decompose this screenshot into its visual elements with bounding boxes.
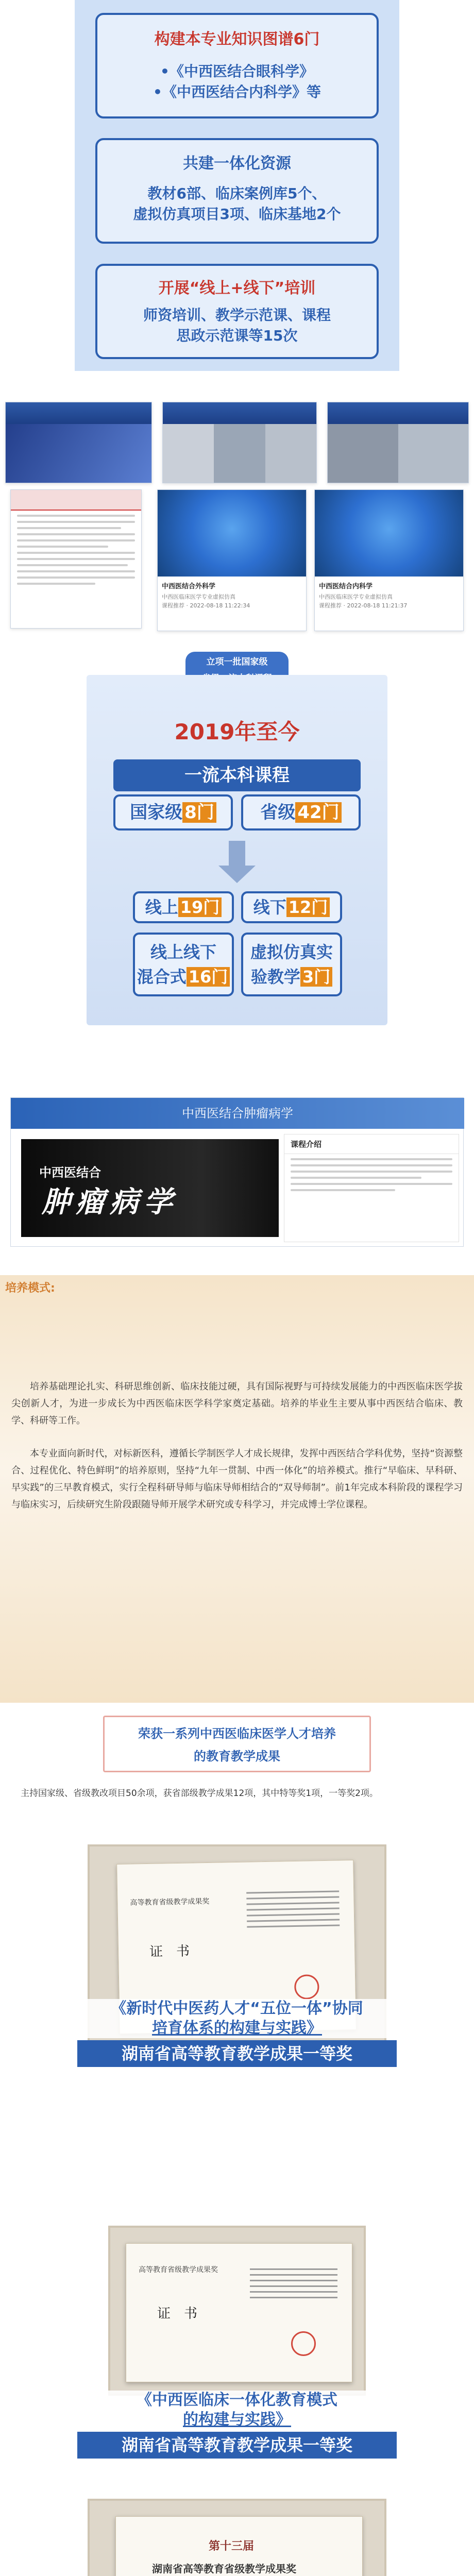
course-card-title: 中西医结合内科学: [319, 583, 373, 590]
training-box: [95, 264, 379, 359]
arrow-head-icon: [218, 866, 256, 883]
courses-year-title: 2019年至今: [174, 719, 300, 744]
certificate-photo: [108, 2226, 366, 2396]
resources-box: [95, 138, 379, 244]
course-video[interactable]: [21, 1139, 279, 1237]
achievement-caption: 《中西医临床一体化教育模式 的构建与实践》: [77, 2391, 397, 2430]
training-paragraph: 培养基础理论扎实、科研思维创新、临床技能过硬，具有国际视野与可持续发展能力的中西医临床医学拔尖创新人才，为进一步成长为中西医临床医学科学家奠定基础。培养的毕业生主要从事中西医结合临床、教学、科研等工作。: [11, 1381, 463, 1426]
resources-line: 教材6部、临床案例库5个、: [147, 185, 327, 202]
course-card-title: 中西医结合外科学: [162, 583, 216, 590]
course-card-image: [315, 490, 463, 577]
video-big-title: 肿瘤病学: [42, 1185, 178, 1219]
video-title: 中西医结合: [39, 1165, 101, 1180]
offline-courses: 线下 12门: [241, 891, 342, 923]
certificate-paper: 第十三届 湖南省高等教育省级教学成果奖: [115, 2516, 363, 2576]
knowledge-graph-item: •《中西医结合眼科学》: [160, 63, 314, 80]
arrow-down-icon: [229, 841, 245, 868]
platform-screenshot-right: [327, 402, 469, 483]
course-page-screenshot: [10, 1097, 464, 1247]
achievements-title: 荣获一系列中西医临床医学人才培养 的教育教学成果: [103, 1716, 371, 1772]
course-intro-label: 课程介绍: [284, 1134, 459, 1154]
seal-stamp: [291, 2331, 316, 2356]
online-courses: 线上 19门: [133, 891, 234, 923]
course-card[interactable]: [314, 489, 464, 631]
knowledge-panel: [75, 0, 399, 371]
course-card-meta: 课程推荐 · 2022-08-18 11:22:34: [162, 602, 250, 609]
platform-screenshot-middle: [162, 402, 317, 483]
provincial-courses: 省级 42门: [241, 794, 361, 831]
courses-panel: [87, 675, 387, 1025]
certificate-paper: 高等教育省级教学成果奖 证书: [126, 2243, 352, 2382]
national-courses: 国家级 8门: [113, 794, 233, 831]
achievements-intro: 主持国家级、省级教改项目50余项，获省部级教学成果12项，其中特等奖1项，一等奖2项。: [21, 1788, 378, 1799]
seal-stamp: [294, 1974, 319, 1999]
training-line: 思政示范课等15次: [176, 327, 298, 344]
achievement-award: 湖南省高等教育教学成果一等奖: [77, 2432, 397, 2459]
platform-screenshot-left: [5, 402, 152, 483]
resources-line: 虚拟仿真项目3项、临床基地2个: [133, 206, 341, 223]
document-screenshot: [10, 489, 142, 629]
course-card-meta: 中西医临床医学专业虚拟仿真: [319, 594, 393, 600]
course-card-meta: 中西医临床医学专业虚拟仿真: [162, 594, 235, 600]
training-heading: 开展“线上+线下”培训: [158, 279, 316, 297]
certificate-paper: 高等教育省级教学成果奖 证书: [116, 1860, 357, 2034]
achievement-caption: 《新时代中医药人才“五位一体”协同 培育体系的构建与实践》: [77, 1999, 397, 2038]
training-label: 培养模式:: [5, 1282, 55, 1295]
course-card[interactable]: [157, 489, 307, 631]
course-card-image: [158, 490, 306, 577]
training-line: 师资培训、教学示范课、课程: [143, 307, 331, 324]
training-section: [0, 1275, 474, 1703]
resources-heading: 共建一体化资源: [183, 155, 291, 173]
courses-tag: 立项一批国家级: [185, 652, 289, 689]
course-card-meta: 课程推荐 · 2022-08-18 11:21:37: [319, 602, 408, 609]
certificate-photo: [88, 2499, 386, 2576]
blended-courses: 线上线下 混合式 16门: [133, 933, 234, 996]
knowledge-graph-box: [95, 13, 379, 118]
course-intro-panel: [284, 1134, 459, 1242]
course-page-header: 中西医结合肿瘤病学: [11, 1098, 464, 1129]
achievement-award: 湖南省高等教育教学成果一等奖: [77, 2040, 397, 2067]
knowledge-graph-item: •《中西医结合内科学》等: [153, 83, 321, 100]
courses-banner: 一流本科课程: [113, 759, 361, 791]
virtual-courses: 虚拟仿真实 验教学 3门: [241, 933, 342, 996]
knowledge-graph-heading: 构建本专业知识图谱6门: [154, 30, 320, 48]
training-paragraph: 本专业面向新时代，对标新医科，遵循长学制医学人才成长规律，发挥中西医结合学科优势，坚持“资源整合、过程优化、特色鲜明”的培养原则，坚持“九年一贯制、中西一体化”的培养模式。推行“早临床、早科研、早实践”的三早教育模式，实行全程科研导师与临床导师相结合的“双导师制”。前1年完成本科阶段的课程学习与临床实习，后续研究生阶段跟随导师开展学术研究或专科学习，并完成博士学位课程。: [11, 1448, 463, 1510]
